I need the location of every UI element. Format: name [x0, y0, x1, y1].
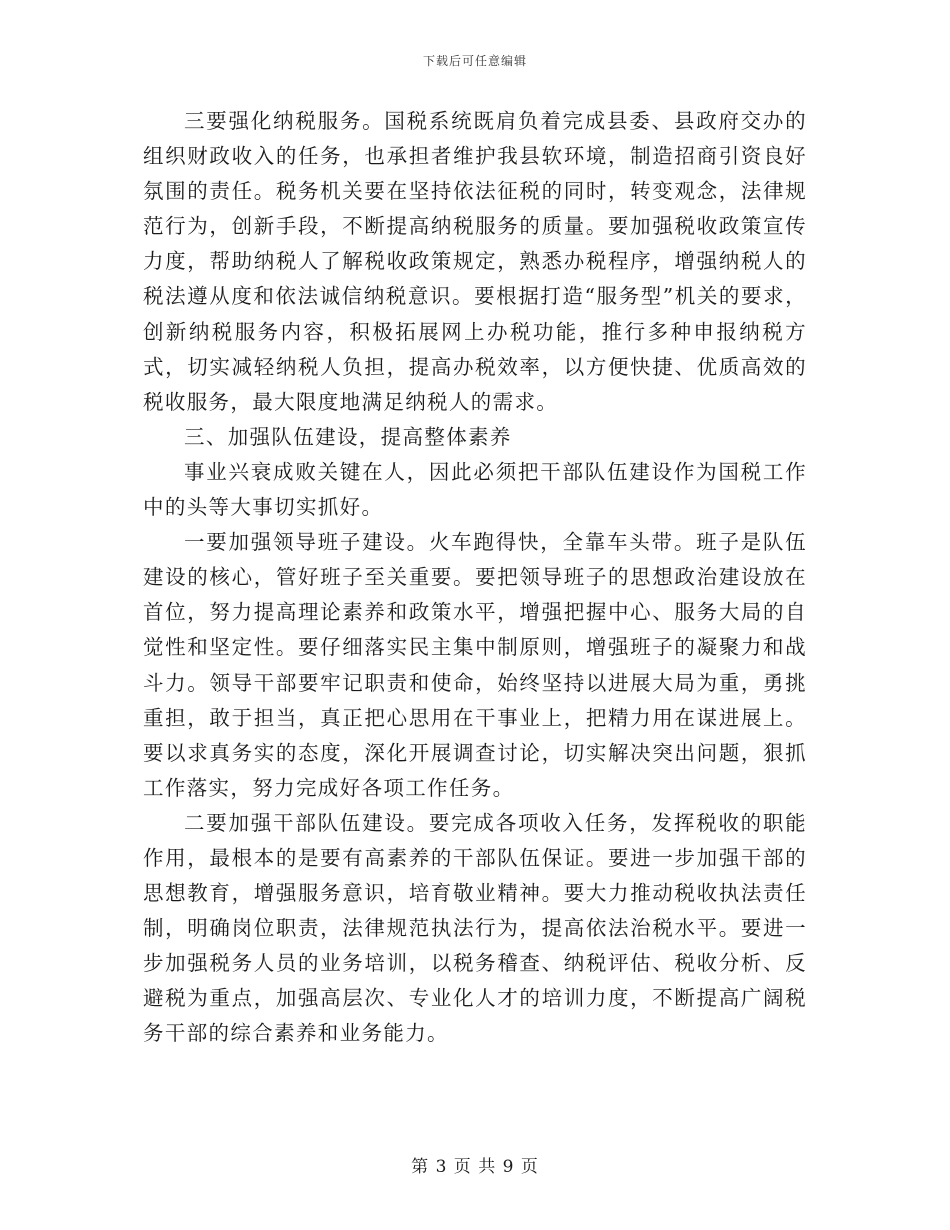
- document-body: [143, 104, 807, 1052]
- page-number: 第 3 页 共 9 页: [411, 1157, 539, 1177]
- paragraph-team-intro: 事业兴衰成败关键在人，因此必须把干部队伍建设作为国税工作中的头等大事切实抓好。: [143, 459, 807, 520]
- paragraph-tax-service: 三要强化纳税服务。国税系统既肩负着完成县委、县政府交办的组织财政收入的任务，也承担者维护我县软环境，制造招商引资良好氛围的责任。税务机关要在坚持依法征税的同时，转变观念，法律规范行为，创新手段，不断提高纳税服务的质量。要加强税收政策宣传力度，帮助纳税人了解税收政策规定，熟悉办税程序，增强纳税人的税法遵从度和依法诚信纳税意识。要根据打造“服务型”机关的要求，创新纳税服务内容，积极拓展网上办税功能，推行多种申报纳税方式，切实减轻纳税人负担，提高办税效率，以方便快捷、优质高效的税收服务，最大限度地满足纳税人的需求。: [143, 109, 807, 414]
- paragraph-cadre-team: 二要加强干部队伍建设。要完成各项收入任务，发挥税收的职能作用，最根本的是要有高素养的干部队伍保证。要进一步加强干部的思想教育，增强服务意识，培育敬业精神。要大力推动税收执法责任制，明确岗位职责，法律规范执法行为，提高依法治税水平。要进一步加强税务人员的业务培训，以税务稽查、纳税评估、税收分析、反避税为重点，加强高层次、专业化人才的培训力度，不断提高广阔税务干部的综合素养和业务能力。: [143, 810, 807, 1046]
- section-heading-team-building: 三、加强队伍建设，提高整体素养: [184, 424, 512, 449]
- page-header-note: 下载后可任意编辑: [422, 54, 527, 68]
- paragraph-leadership: 一要加强领导班子建设。火车跑得快，全靠车头带。班子是队伍建设的核心，管好班子至关重要。要把领导班子的思想政治建设放在首位，努力提高理论素养和政策水平，增强把握中心、服务大局的自觉性和坚定性。要仔细落实民主集中制原则，增强班子的凝聚力和战斗力。领导干部要牢记职责和使命，始终坚持以进展大局为重，勇挑重担，敢于担当，真正把心思用在干事业上，把精力用在谋进展上。要以求真务实的态度，深化开展调查讨论，切实解决突出问题，狠抓工作落实，努力完成好各项工作任务。: [143, 530, 807, 800]
